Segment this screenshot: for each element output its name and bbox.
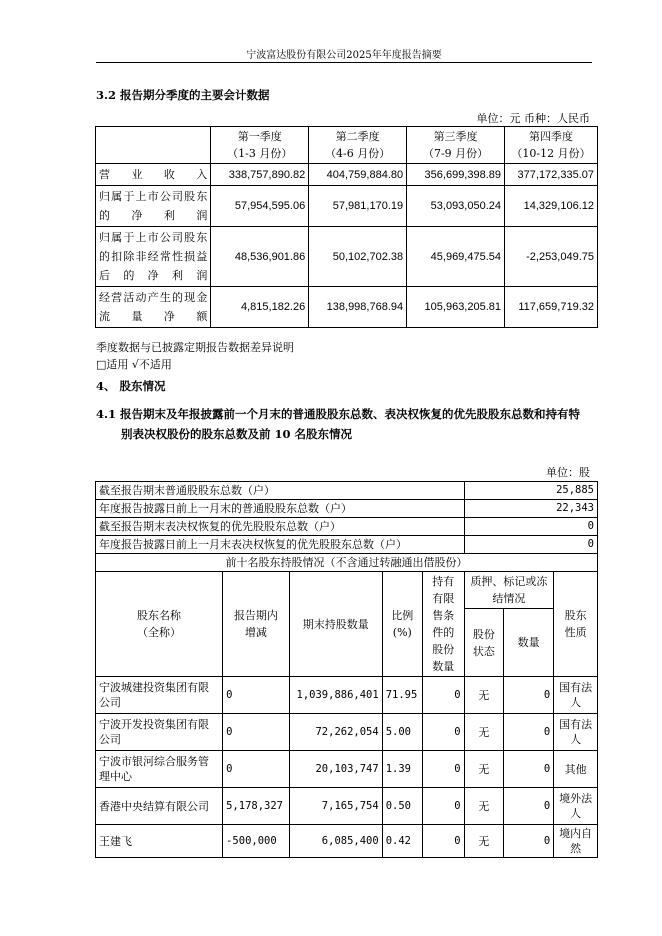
holder-ratio: 0.50 — [382, 788, 422, 825]
section-4-1-title-line1: 4.1 报告期末及年报披露前一个月末的普通股股东总数、表决权恢复的优先股股东总数和持有特 — [96, 407, 581, 421]
section-4-1-title-line2: 别表决权股份的股东总数及前 10 名股东情况 — [121, 427, 353, 441]
holder-name: 宁波市银河综合服务管理中心 — [96, 751, 223, 788]
holder-ratio: 0.42 — [382, 825, 422, 858]
holder-name: 王建飞 — [96, 825, 223, 858]
holder-holding: 20,103,747 — [289, 751, 382, 788]
col-holder-name: 股东名称 （全称） — [96, 572, 223, 677]
holder-pledge-qty: 0 — [504, 677, 554, 714]
cell-value: 48,536,901.86 — [211, 227, 309, 287]
holder-pledge-status: 无 — [464, 677, 504, 714]
col-nature: 股东 性质 — [554, 572, 598, 677]
summary-label: 年度报告披露日前上一月末表决权恢复的优先股股东总数（户） — [96, 536, 465, 554]
holder-restricted: 0 — [422, 677, 464, 714]
col-change: 报告期内 增减 — [223, 572, 290, 677]
holder-restricted: 0 — [422, 788, 464, 825]
table-row — [96, 164, 598, 186]
holder-holding: 6,085,400 — [289, 825, 382, 858]
q3-name: 第三季度 — [433, 130, 478, 143]
col-pledge: 质押、标记或冻 结情况 — [464, 572, 554, 609]
q4-name: 第四季度 — [529, 130, 573, 143]
section-4-title: 4、 股东情况 — [96, 379, 166, 393]
holder-ratio: 5.00 — [382, 714, 422, 751]
section-3-2-title: 3.2 报告期分季度的主要会计数据 — [96, 88, 270, 102]
cell-value: 117,659,719.32 — [505, 287, 598, 328]
top10-title: 前十名股东持股情况（不含通过转融通出借股份） — [96, 554, 598, 572]
cell-value: 14,329,106.12 — [505, 186, 598, 227]
holder-ratio: 71.95 — [382, 677, 422, 714]
summary-value: 0 — [464, 536, 597, 554]
holder-ratio: 1.39 — [382, 751, 422, 788]
holder-nature: 境内自然 — [554, 825, 598, 858]
cell-value: 57,981,170.19 — [309, 186, 407, 227]
cell-value: 105,963,205.81 — [407, 287, 505, 328]
table-row — [96, 227, 598, 287]
cell-value: 377,172,335.07 — [505, 164, 598, 186]
holder-nature: 国有法人 — [554, 714, 598, 751]
row-label: 经营活动产生的现金流量净额 — [96, 287, 211, 328]
holder-nature: 境外法人 — [554, 788, 598, 825]
holder-pledge-qty: 0 — [504, 825, 554, 858]
q2-name: 第二季度 — [335, 130, 380, 143]
holder-nature: 其他 — [554, 751, 598, 788]
holder-pledge-status: 无 — [464, 825, 504, 858]
q1-header — [211, 127, 309, 164]
q3-header — [407, 127, 505, 164]
q4-range: （10-12 月份） — [511, 147, 591, 160]
summary-row — [96, 500, 598, 518]
holder-name: 宁波开发投资集团有限公司 — [96, 714, 223, 751]
cell-value: 4,815,182.26 — [211, 287, 309, 328]
holder-name: 宁波城建投资集团有限公司 — [96, 677, 223, 714]
holder-restricted: 0 — [422, 751, 464, 788]
holder-pledge-qty: 0 — [504, 751, 554, 788]
holder-pledge-status: 无 — [464, 714, 504, 751]
table-row — [96, 751, 598, 788]
summary-label: 截至报告期末表决权恢复的优先股股东总数（户） — [96, 518, 465, 536]
holder-change: 0 — [223, 714, 290, 751]
column-header-row — [96, 572, 598, 609]
holder-pledge-qty: 0 — [504, 788, 554, 825]
q1-range: （1-3 月份） — [227, 147, 293, 160]
quarterly-data-table — [95, 126, 598, 328]
cell-value: 45,969,475.54 — [407, 227, 505, 287]
summary-value: 22,343 — [464, 500, 597, 518]
col-ratio: 比例 (%) — [382, 572, 422, 677]
applicability-options: □适用 √不适用 — [96, 358, 172, 371]
q2-header — [309, 127, 407, 164]
page-header: 宁波富达股份有限公司2025年年度报告摘要 — [246, 50, 442, 61]
col-pledge-status: 股份 状态 — [464, 609, 504, 677]
col-holding: 期末持股数量 — [289, 572, 382, 677]
table-row — [96, 788, 598, 825]
table-row — [96, 186, 598, 227]
holder-restricted: 0 — [422, 825, 464, 858]
header-blank — [96, 127, 211, 164]
holder-change: -500,000 — [223, 825, 290, 858]
table-header-row — [96, 127, 598, 164]
cell-value: -2,253,049.75 — [505, 227, 598, 287]
holder-pledge-qty: 0 — [504, 714, 554, 751]
q3-range: （7-9 月份） — [422, 147, 489, 160]
table-row — [96, 714, 598, 751]
row-label: 营业收入 — [96, 164, 211, 186]
holder-pledge-status: 无 — [464, 751, 504, 788]
summary-row — [96, 536, 598, 554]
summary-label: 年度报告披露日前上一月末的普通股股东总数（户） — [96, 500, 465, 518]
row-label: 归属于上市公司股东的扣除非经常性损益后的净利润 — [96, 227, 211, 287]
holder-nature: 国有法人 — [554, 677, 598, 714]
table-row — [96, 287, 598, 328]
q1-name: 第一季度 — [237, 130, 282, 143]
holder-change: 5,178,327 — [223, 788, 290, 825]
top10-title-row — [96, 554, 598, 572]
summary-row — [96, 518, 598, 536]
cell-value: 138,998,768.94 — [309, 287, 407, 328]
holder-holding: 1,039,886,401 — [289, 677, 382, 714]
summary-value: 0 — [464, 518, 597, 536]
cell-value: 404,759,884.80 — [309, 164, 407, 186]
summary-value: 25,885 — [464, 482, 597, 500]
header-divider — [96, 62, 592, 63]
holder-change: 0 — [223, 751, 290, 788]
cell-value: 356,699,398.89 — [407, 164, 505, 186]
section-4-unit: 单位：股 — [546, 466, 590, 479]
holder-restricted: 0 — [422, 714, 464, 751]
table-row — [96, 677, 598, 714]
holder-holding: 7,165,754 — [289, 788, 382, 825]
cell-value: 338,757,890.82 — [211, 164, 309, 186]
holder-name: 香港中央结算有限公司 — [96, 788, 223, 825]
section-3-2-unit: 单位：元 币种：人民币 — [476, 112, 590, 125]
row-label: 归属于上市公司股东的净利润 — [96, 186, 211, 227]
diff-note: 季度数据与已披露定期报告数据差异说明 — [96, 341, 294, 354]
summary-label: 截至报告期末普通股股东总数（户） — [96, 482, 465, 500]
table-row — [96, 825, 598, 858]
holder-holding: 72,262,054 — [289, 714, 382, 751]
shareholder-table — [95, 481, 598, 858]
cell-value: 53,093,050.24 — [407, 186, 505, 227]
holder-pledge-status: 无 — [464, 788, 504, 825]
col-pledge-qty: 数量 — [504, 609, 554, 677]
cell-value: 57,954,595.06 — [211, 186, 309, 227]
summary-row — [96, 482, 598, 500]
q4-header — [505, 127, 598, 164]
col-restricted: 持有 有限 售条 件的 股份 数量 — [422, 572, 464, 677]
q2-range: （4-6 月份） — [325, 147, 391, 160]
holder-change: 0 — [223, 677, 290, 714]
cell-value: 50,102,702.38 — [309, 227, 407, 287]
